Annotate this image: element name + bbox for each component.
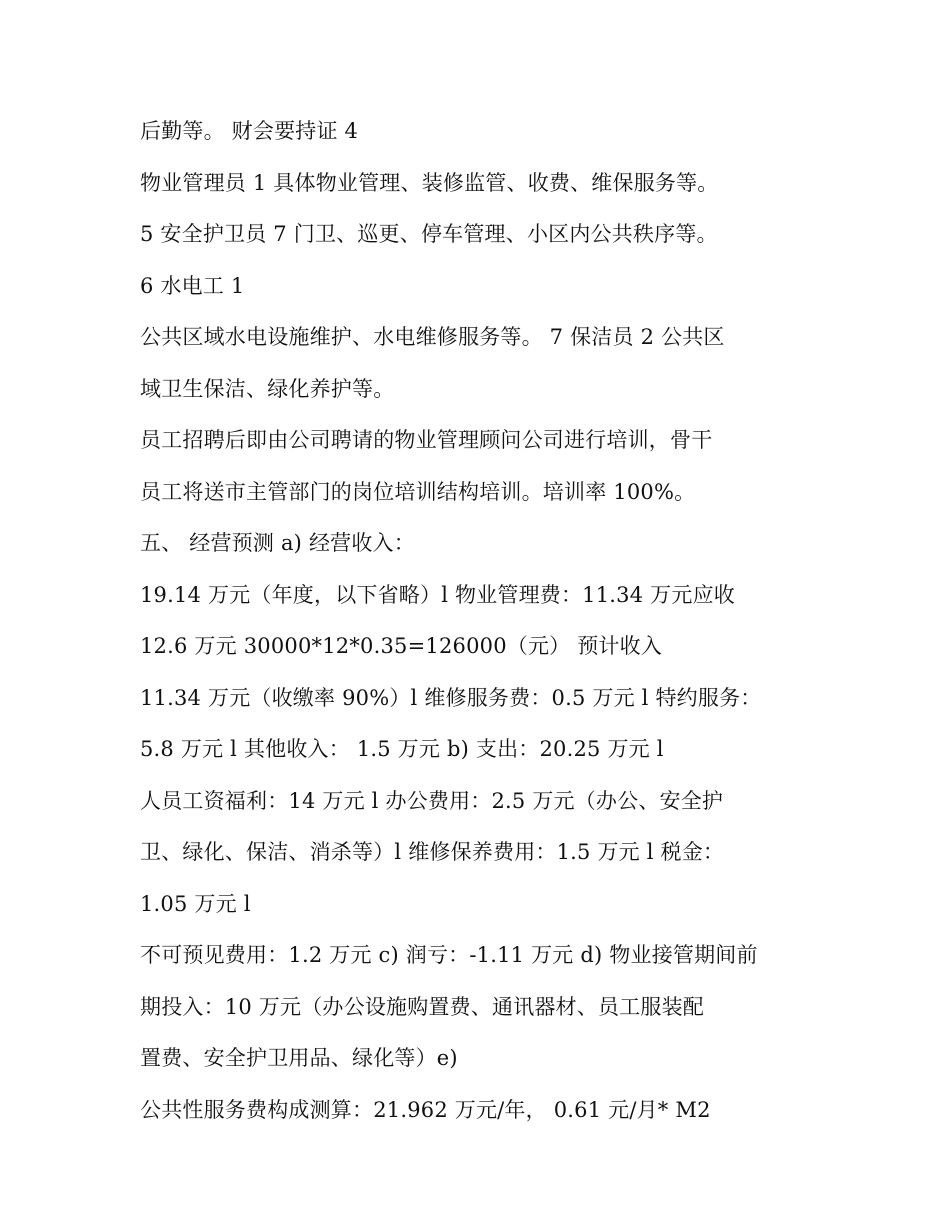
text-line: 物业管理员 1 具体物业管理、装修监管、收费、维保服务等。	[140, 170, 719, 195]
text-line: 5 安全护卫员 7 门卫、巡更、停车管理、小区内公共秩序等。	[140, 222, 718, 246]
text-line: 卫、绿化、保洁、消杀等）l 维修保养费用：1.5 万元 l 税金：	[140, 840, 725, 864]
text-line: 置费、安全护卫用品、绿化等）e)	[140, 1046, 458, 1070]
body-text	[140, 106, 820, 1136]
text-line: 人员工资福利：14 万元 l 办公费用：2.5 万元（办公、安全护	[140, 788, 724, 813]
text-line: 五、 经营预测 a) 经营收入：	[140, 531, 415, 555]
text-line: 11.34 万元（收缴率 90%）l 维修服务费：0.5 万元 l 特约服务：	[140, 685, 762, 710]
text-line: 期投入：10 万元（办公设施购置费、通讯器材、员工服装配	[140, 994, 704, 1019]
text-line: 12.6 万元 30000*12*0.35=126000（元） 预计收入	[140, 634, 663, 658]
text-line: 19.14 万元（年度，以下省略）l 物业管理费：11.34 万元应收	[140, 582, 735, 607]
text-line: 不可预见费用：1.2 万元 c) 润亏：-1.11 万元 d) 物业接管期间前	[140, 943, 758, 967]
text-line: 域卫生保洁、绿化养护等。	[140, 376, 395, 401]
text-line: 公共区域水电设施维护、水电维修服务等。 7 保洁员 2 公共区	[140, 325, 725, 349]
text-line: 后勤等。 财会要持证 4	[140, 119, 359, 143]
text-line: 员工将送市主管部门的岗位培训结构培训。培训率 100%。	[140, 479, 696, 504]
text-line: 1.05 万元 l	[140, 891, 251, 916]
text-line: 员工招聘后即由公司聘请的物业管理顾问公司进行培训，骨干	[140, 428, 713, 452]
text-line: 5.8 万元 l 其他收入： 1.5 万元 b) 支出：20.25 万元 l	[140, 737, 664, 761]
text-line: 6 水电工 1	[140, 273, 245, 298]
text-line: 公共性服务费构成测算：21.962 万元/年， 0.61 元/月* M2	[140, 1097, 711, 1122]
